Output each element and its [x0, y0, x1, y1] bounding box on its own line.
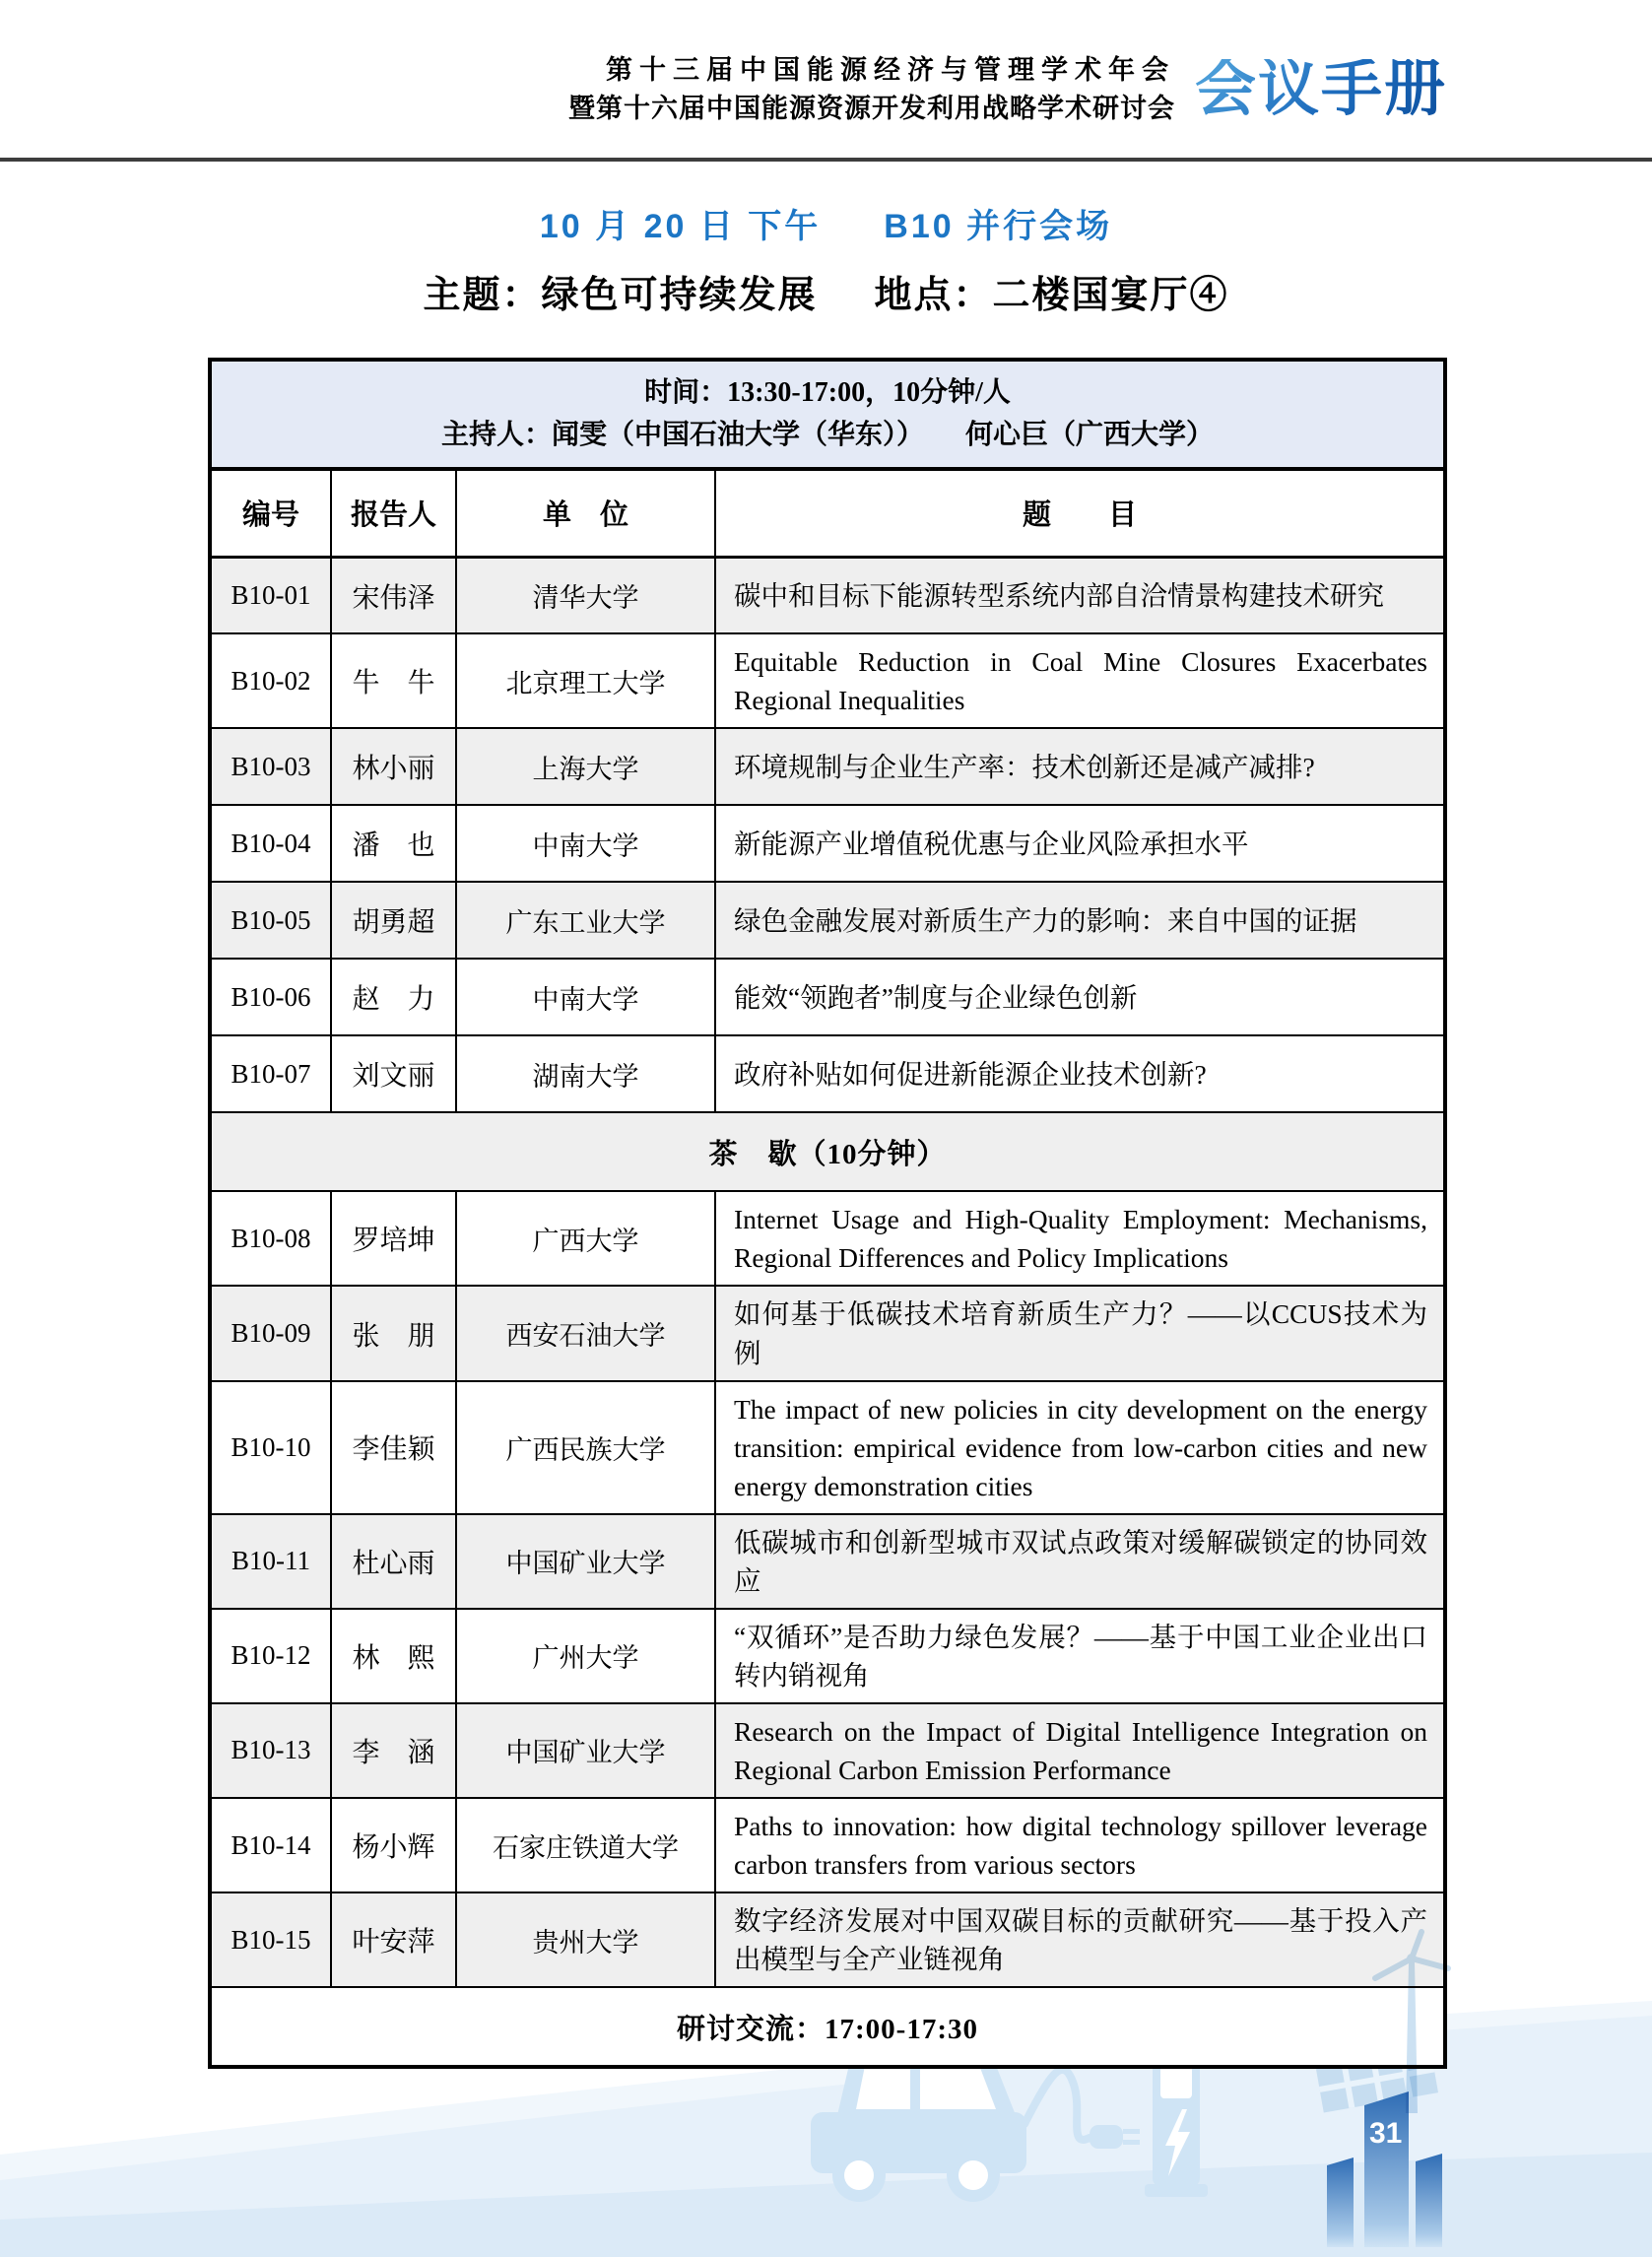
entry-title: 能效“领跑者”制度与企业绿色创新	[715, 959, 1445, 1035]
table-row	[211, 1609, 1445, 1703]
entry-affiliation: 石家庄铁道大学	[456, 1798, 715, 1892]
entry-id: B10-15	[211, 1892, 332, 1987]
session-location: 地点：二楼国宴厅④	[874, 275, 1229, 316]
entry-id: B10-02	[211, 633, 332, 728]
table-row	[211, 1703, 1445, 1798]
entry-title: 低碳城市和创新型城市双试点政策对缓解碳锁定的协同效应	[715, 1514, 1445, 1609]
entry-speaker: 刘文丽	[331, 1035, 456, 1112]
entry-title: 政府补贴如何促进新能源企业技术创新?	[715, 1035, 1445, 1112]
column-header-affiliation: 单 位	[456, 469, 715, 558]
conference-name-line1: 第十三届中国能源经济与管理学术年会	[605, 55, 1175, 85]
entry-affiliation: 广西大学	[456, 1191, 715, 1286]
entry-speaker: 林小丽	[331, 728, 456, 805]
entry-title: 绿色金融发展对新质生产力的影响：来自中国的证据	[715, 882, 1445, 959]
conference-name	[568, 51, 1175, 128]
entry-speaker: 张 朋	[331, 1286, 456, 1380]
entry-title: Equitable Reduction in Coal Mine Closures Exacerbates Regional Inequalities	[715, 633, 1445, 728]
table-row	[211, 1892, 1445, 1987]
column-header-speaker: 报告人	[331, 469, 456, 558]
column-header-title: 题 目	[715, 469, 1445, 558]
table-row	[211, 1514, 1445, 1609]
entry-title: 碳中和目标下能源转型系统内部自洽情景构建技术研究	[715, 557, 1445, 633]
entry-speaker: 宋伟泽	[331, 557, 456, 633]
entry-id: B10-07	[211, 1035, 332, 1112]
session-hosts: 主持人：闻雯（中国石油大学（华东）） 何心巨（广西大学）	[440, 420, 1214, 451]
entry-speaker: 叶安萍	[331, 1892, 456, 1987]
table-row	[211, 805, 1445, 882]
entry-affiliation: 广东工业大学	[456, 882, 715, 959]
entry-id: B10-10	[211, 1381, 332, 1514]
page-header	[568, 51, 1447, 128]
entry-affiliation: 广西民族大学	[456, 1381, 715, 1514]
table-row	[211, 1381, 1445, 1514]
session-date: 10 月 20 日 下午	[539, 208, 822, 245]
entry-speaker: 赵 力	[331, 959, 456, 1035]
entry-affiliation: 北京理工大学	[456, 633, 715, 728]
table-row	[211, 1798, 1445, 1892]
entry-affiliation: 中国矿业大学	[456, 1703, 715, 1798]
entry-id: B10-03	[211, 728, 332, 805]
entry-id: B10-14	[211, 1798, 332, 1892]
entry-affiliation: 中南大学	[456, 959, 715, 1035]
handbook-logo: 会议手册	[1194, 55, 1447, 124]
entry-affiliation: 贵州大学	[456, 1892, 715, 1987]
table-info-row	[211, 361, 1445, 469]
entry-id: B10-12	[211, 1609, 332, 1703]
entry-id: B10-11	[211, 1514, 332, 1609]
entry-id: B10-06	[211, 959, 332, 1035]
entry-speaker: 胡勇超	[331, 882, 456, 959]
entry-affiliation: 清华大学	[456, 557, 715, 633]
entry-affiliation: 中南大学	[456, 805, 715, 882]
schedule-table	[209, 359, 1446, 2068]
entry-speaker: 潘 也	[331, 805, 456, 882]
session-info-cell	[211, 361, 1445, 469]
session-venue: B10 并行会场	[884, 208, 1113, 245]
entry-affiliation: 湖南大学	[456, 1035, 715, 1112]
table-row	[211, 1286, 1445, 1380]
entry-title: 新能源产业增值税优惠与企业风险承担水平	[715, 805, 1445, 882]
banner-text: 茶 歇（10分钟）	[211, 1112, 1445, 1191]
table-row	[211, 1191, 1445, 1286]
entry-title: Paths to innovation: how digital technology spillover leverage carbon transfers from various sectors	[715, 1798, 1445, 1892]
table-row	[211, 557, 1445, 633]
entry-id: B10-08	[211, 1191, 332, 1286]
entry-speaker: 杨小辉	[331, 1798, 456, 1892]
entry-id: B10-05	[211, 882, 332, 959]
entry-title: 如何基于低碳技术培育新质生产力？——以CCUS技术为例	[715, 1286, 1445, 1380]
banner-text: 研讨交流：17:00-17:30	[211, 1987, 1445, 2067]
entry-affiliation: 上海大学	[456, 728, 715, 805]
entry-speaker: 李 涵	[331, 1703, 456, 1798]
entry-id: B10-04	[211, 805, 332, 882]
entry-speaker: 杜心雨	[331, 1514, 456, 1609]
entry-id: B10-09	[211, 1286, 332, 1380]
entry-speaker: 林 熙	[331, 1609, 456, 1703]
table-row	[211, 633, 1445, 728]
entry-affiliation: 广州大学	[456, 1609, 715, 1703]
entry-speaker: 牛 牛	[331, 633, 456, 728]
entry-id: B10-13	[211, 1703, 332, 1798]
session-title	[0, 199, 1652, 247]
session-subtitle	[0, 264, 1652, 318]
table-row	[211, 728, 1445, 805]
entry-title: 环境规制与企业生产率：技术创新还是减产减排?	[715, 728, 1445, 805]
session-table-body	[211, 557, 1445, 2066]
session-theme: 主题：绿色可持续发展	[423, 275, 818, 316]
header-divider	[0, 158, 1652, 162]
entry-affiliation: 西安石油大学	[456, 1286, 715, 1380]
entry-speaker: 李佳颖	[331, 1381, 456, 1514]
table-column-header-row	[211, 469, 1445, 558]
table-row	[211, 959, 1445, 1035]
table-banner-row	[211, 1987, 1445, 2067]
entry-title: “双循环”是否助力绿色发展？——基于中国工业企业出口转内销视角	[715, 1609, 1445, 1703]
entry-id: B10-01	[211, 557, 332, 633]
entry-title: 数字经济发展对中国双碳目标的贡献研究——基于投入产出模型与全产业链视角	[715, 1892, 1445, 1987]
table-row	[211, 1035, 1445, 1112]
session-time: 时间：13:30-17:00，10分钟/人	[644, 377, 1011, 408]
entry-title: The impact of new policies in city development on the energy transition: empirical evidence from low-carbon cities and new energy demonstration cities	[715, 1381, 1445, 1514]
table-banner-row	[211, 1112, 1445, 1191]
entry-title: Internet Usage and High-Quality Employment: Mechanisms, Regional Differences and Policy Implications	[715, 1191, 1445, 1286]
conference-name-line2: 暨第十六届中国能源资源开发利用战略学术研讨会	[567, 94, 1175, 124]
entry-speaker: 罗培坤	[331, 1191, 456, 1286]
column-header-id: 编号	[211, 469, 332, 558]
entry-affiliation: 中国矿业大学	[456, 1514, 715, 1609]
table-row	[211, 882, 1445, 959]
entry-title: Research on the Impact of Digital Intelligence Integration on Regional Carbon Emission Performance	[715, 1703, 1445, 1798]
page-number: 31	[1369, 2117, 1403, 2150]
wind-turbine-icon	[1359, 1926, 1478, 2123]
